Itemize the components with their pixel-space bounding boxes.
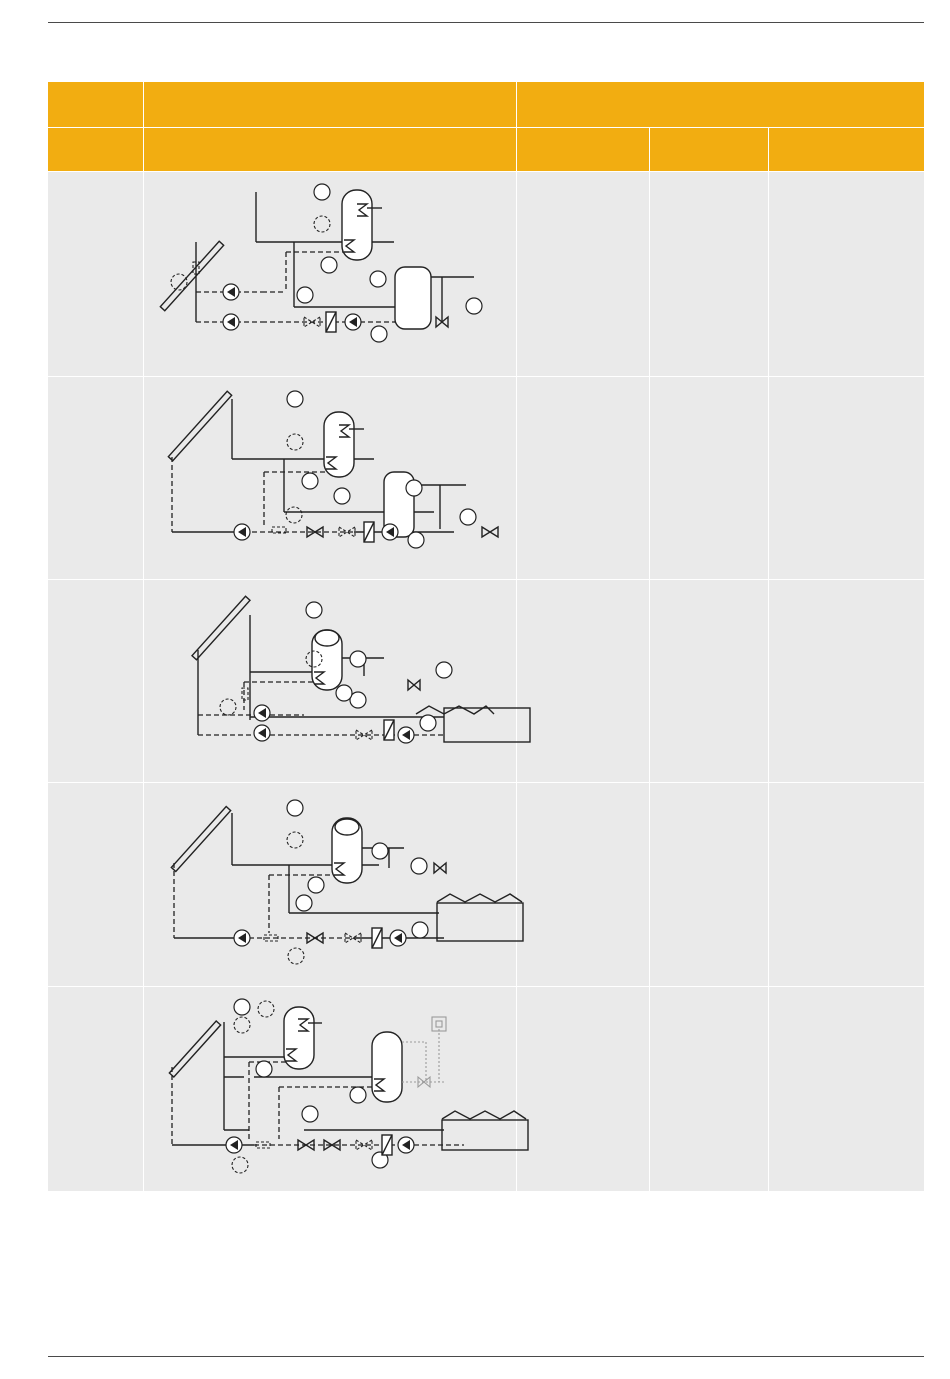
valve-icon: [434, 863, 446, 873]
temperature-sensor: [234, 999, 250, 1015]
optional-sensor: [232, 1157, 248, 1173]
optional-sensor: [234, 1017, 250, 1033]
header-text: [144, 128, 516, 140]
temperature-sensor: [306, 602, 322, 618]
dhw-tank: [342, 190, 372, 260]
header-text: [48, 128, 143, 140]
temperature-sensor: [412, 922, 428, 938]
dhw-tank: [312, 630, 342, 690]
optional-sensor: [286, 507, 302, 523]
temperature-sensor: [334, 488, 350, 504]
temperature-sensor: [296, 895, 312, 911]
bottom-rule: [48, 1356, 924, 1357]
temperature-sensor: [314, 184, 330, 200]
collector-panel: [160, 241, 223, 310]
temperature-sensor: [336, 685, 352, 701]
header-cell-1-2: [144, 82, 516, 127]
temperature-sensor: [256, 1061, 272, 1077]
valve-icon: [482, 527, 498, 537]
temperature-sensor: [408, 532, 424, 548]
temperature-sensor: [350, 651, 366, 667]
dhw-tank: [284, 1007, 314, 1069]
optional-sensor: [171, 274, 187, 290]
system-diagram-4: [144, 783, 516, 986]
temperature-sensor: [321, 257, 337, 273]
optional-sensor: [258, 1001, 274, 1017]
header-text: [48, 82, 143, 94]
temperature-sensor: [420, 715, 436, 731]
temperature-sensor: [406, 480, 422, 496]
header-cell-2-3: [517, 128, 649, 171]
temperature-sensor: [372, 843, 388, 859]
temperature-sensor: [436, 662, 452, 678]
temperature-sensor: [371, 326, 387, 342]
optional-sensor: [287, 434, 303, 450]
column-divider: [516, 172, 517, 1191]
dhw-tank: [324, 412, 354, 477]
collector-panel: [171, 807, 230, 872]
buffer-tank: [395, 267, 431, 329]
column-divider: [649, 172, 650, 1191]
optional-sensor: [314, 216, 330, 232]
header-cell-1-1: [48, 82, 143, 127]
temperature-sensor: [460, 509, 476, 525]
system-diagram-2: [144, 377, 516, 579]
temperature-sensor: [287, 800, 303, 816]
temperature-sensor: [370, 271, 386, 287]
temperature-sensor: [302, 1106, 318, 1122]
temperature-sensor: [308, 877, 324, 893]
temperature-sensor: [287, 391, 303, 407]
valve-icon: [408, 680, 420, 690]
header-cell-2-4: [650, 128, 768, 171]
header-text: [650, 128, 768, 140]
column-divider: [768, 172, 769, 1191]
header-cell-2-1: [48, 128, 143, 171]
optional-sensor: [287, 832, 303, 848]
temperature-sensor: [411, 858, 427, 874]
header-text: [144, 82, 516, 94]
temperature-sensor: [302, 473, 318, 489]
collector-panel: [192, 596, 250, 659]
collector-panel: [168, 391, 231, 460]
temperature-sensor: [297, 287, 313, 303]
thermostat-icon: [432, 1017, 446, 1031]
header-cell-1-3: [517, 82, 924, 127]
system-diagram-1: [144, 172, 516, 376]
collector-panel: [169, 1021, 220, 1077]
system-diagram-3: [144, 580, 516, 782]
header-cell-2-2: [144, 128, 516, 171]
optional-sensor: [288, 948, 304, 964]
optional-sensor: [220, 699, 236, 715]
dhw-tank: [332, 818, 362, 883]
pool-icon: [437, 903, 523, 941]
temperature-sensor: [466, 298, 482, 314]
temperature-sensor: [350, 1087, 366, 1103]
top-rule: [48, 22, 924, 23]
header-cell-2-5: [769, 128, 924, 171]
header-text: [517, 128, 649, 140]
header-text: [769, 128, 924, 140]
system-diagram-5: [144, 987, 516, 1191]
header-text: [517, 82, 924, 94]
